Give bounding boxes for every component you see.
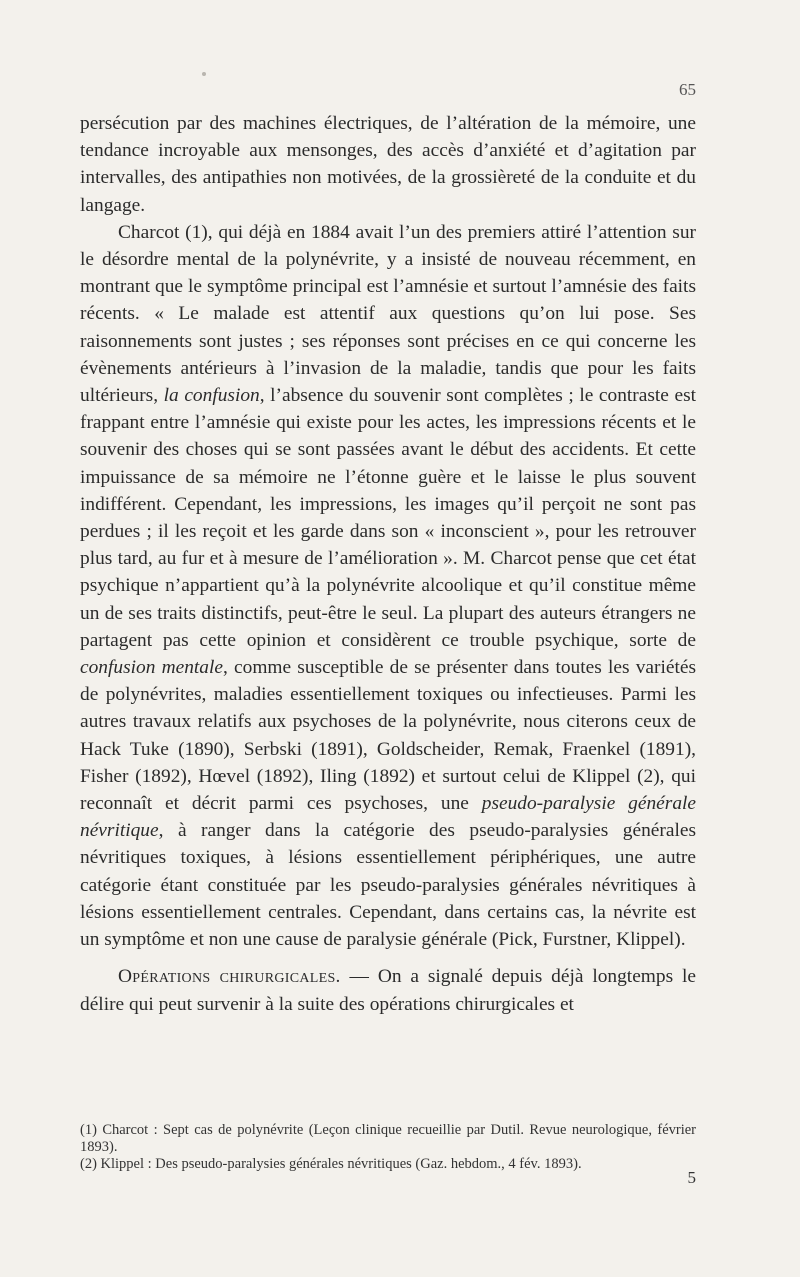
signature-mark: 5: [687, 1168, 696, 1187]
text-run: , comme susceptible de se présenter dans toutes les variétés de polynévrites, maladies essentiellement toxiques ou infectieuses. Parmi les autres travaux relatifs aux psychoses de la polynévrite, nous citerons ceux de Hack Tuke (1890), Serbski (1891), Goldscheider, Remak, Fraenkel (1891), Fisher (1892), Hœvel (1892), Iling (1892) et surtout celui de Klippel (2), qui reconnaît et décrit parmi ces psychoses, une: [80, 657, 696, 815]
paragraph-charcot: [80, 219, 696, 953]
italic-term: pseudo-paralysie générale névritique: [80, 793, 697, 842]
section-heading: Opérations chirurgicales.: [118, 966, 341, 988]
text-run: , à ranger dans la catégorie des pseudo-paralysies générales névritiques toxiques, à lésions essentiellement périphériques, une autre catégorie étant constituée par les pseudo-paralysies générales névritiques à lésions essentiellement centrales. Cependant, dans certains cas, la névrite est un symptôme et non une cause de paralysie générale (Pick, Furstner, Klippel).: [80, 820, 696, 951]
text-run: , l’absence du souvenir sont complètes ; le contraste est frappant entre l’amnésie qui existe pour les actes, les impressions récents et le souvenir des choses qui se sont passées avant le début des accidents. Et cette impuissance de sa mémoire ne l’étonne guère et le laisse le plus souvent indifférent. Cependant, les impressions, les images qu’il perçoit ne sont pas perdues ; il les reçoit et les garde dans son « inconscient », pour les retrouver plus tard, au fur et à mesure de l’amélioration ». M. Charcot pense que cet état psychique n’appartient qu’à la polynévrite alcoolique et qu’il constitue même un de ses traits distinctifs, peut-être le seul. La plupart des auteurs étrangers ne partagent pas cette opinion et considèrent ce trouble psychique, sorte de: [80, 385, 697, 651]
main-text: [80, 110, 696, 1018]
page-number: 65: [679, 80, 696, 99]
paragraph-continuation: persécution par des machines électriques, de l’altération de la mémoire, une tendance incroyable aux mensonges, des accès d’anxiété et d’agitation par intervalles, des antipathies non motivées, de la grossièreté de la conduite et du langage.: [80, 113, 696, 216]
footnote-1: (1) Charcot : Sept cas de polynévrite (Leçon clinique recueillie par Dutil. Revue neurologique, février 1893).: [80, 1122, 696, 1155]
italic-term: confusion mentale: [80, 657, 223, 679]
text-run: — On a signalé depuis déjà longtemps le délire qui peut survenir à la suite des opérations chirurgicales et: [80, 966, 696, 1015]
paragraph-operations: [80, 963, 696, 1017]
text-run: Charcot (1), qui déjà en 1884 avait l’un des premiers attiré l’attention sur le désordre mental de la polynévrite, y a insisté de nouveau récemment, en montrant que le symptôme principal est l’amnésie et surtout l’amnésie des faits récents. « Le malade est attentif aux questions qu’on lui pose. Ses raisonnements sont justes ; ses réponses sont précises en ce qui concerne les évènements antérieurs à l’invasion de la maladie, tandis que pour les faits ultérieurs,: [80, 221, 696, 407]
italic-term: la confusion: [163, 385, 260, 407]
footnotes: [80, 1122, 696, 1173]
paper-speck: [202, 72, 206, 76]
footnote-2: (2) Klippel : Des pseudo-paralysies générales névritiques (Gaz. hebdom., 4 fév. 1893).: [80, 1156, 582, 1172]
